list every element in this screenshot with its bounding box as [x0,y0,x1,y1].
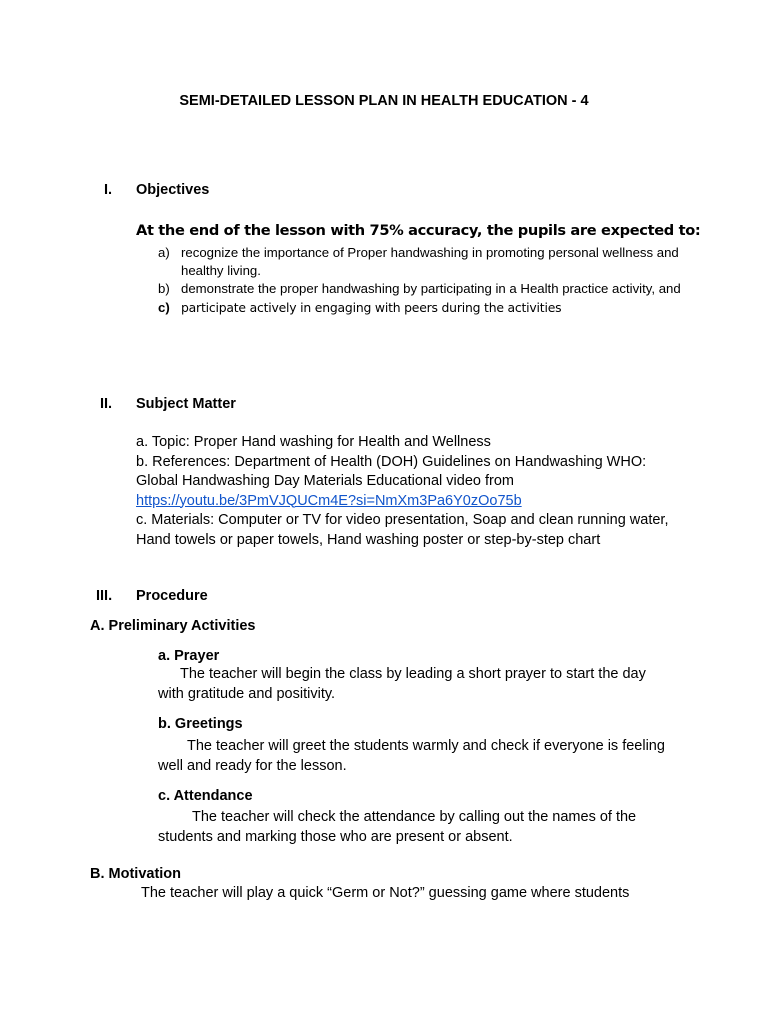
motivation-text: The teacher will play a quick “Germ or Not?” guessing game where students [141,885,630,901]
section-heading-objectives: Objectives [136,182,210,198]
materials-text: c. Materials: Computer or TV for video presentation, Soap and clean running water, Hand towels or paper towels, Hand washing poster or step-by-step chart [136,512,669,548]
attendance-text: The teacher will check the attendance by calling out the names of the students and marking those who are present or absent. [158,809,637,845]
list-marker: a) [158,245,170,260]
list-item [136,244,681,279]
preliminary-activities-heading: A. Preliminary Activities [90,618,256,634]
list-marker: c) [158,299,170,315]
greetings-text: The teacher will greet the students warmly and check if everyone is feeling well and ready for the lesson. [158,738,665,774]
prayer-text: The teacher will begin the class by leading a short prayer to start the day with gratitude and positivity. [158,666,646,702]
section-heading-procedure: Procedure [136,588,208,604]
objectives-list [136,244,681,317]
list-item [136,299,681,317]
prayer-paragraph [158,665,668,704]
list-item-text: participate actively in engaging with peers during the activities [181,299,562,315]
attendance-paragraph [158,808,668,847]
section-heading-subject-matter: Subject Matter [136,396,236,412]
subject-matter-body [136,433,681,550]
page-title: SEMI-DETAILED LESSON PLAN IN HEALTH EDUCATION - 4 [179,93,589,109]
topic-text: a. Topic: Proper Hand washing for Health and Wellness [136,434,491,450]
list-item [136,280,681,298]
video-link[interactable]: https://youtu.be/3PmVJQUCm4E?si=NmXm3Pa6Y0zOo75b [136,492,522,509]
greetings-heading: b. Greetings [158,716,243,732]
references-text: b. References: Department of Health (DOH) Guidelines on Handwashing WHO: Global Handwashing Day Materials Educational video from [136,453,647,489]
section-number-subject-matter: II. [100,396,113,412]
list-marker: b) [158,281,170,296]
section-number-objectives: I. [104,182,113,198]
list-item-text: demonstrate the proper handwashing by participating in a Health practice activity, and [181,281,681,296]
greetings-paragraph [158,737,668,776]
list-item-text: recognize the importance of Proper handwashing in promoting personal wellness and healthy living. [181,245,679,278]
section-number-procedure: III. [96,588,113,604]
prayer-heading: a. Prayer [158,648,220,664]
motivation-heading: B. Motivation [90,866,182,882]
objectives-lead: At the end of the lesson with 75% accuracy, the pupils are expected to: [136,222,701,239]
attendance-heading: c. Attendance [158,788,253,804]
